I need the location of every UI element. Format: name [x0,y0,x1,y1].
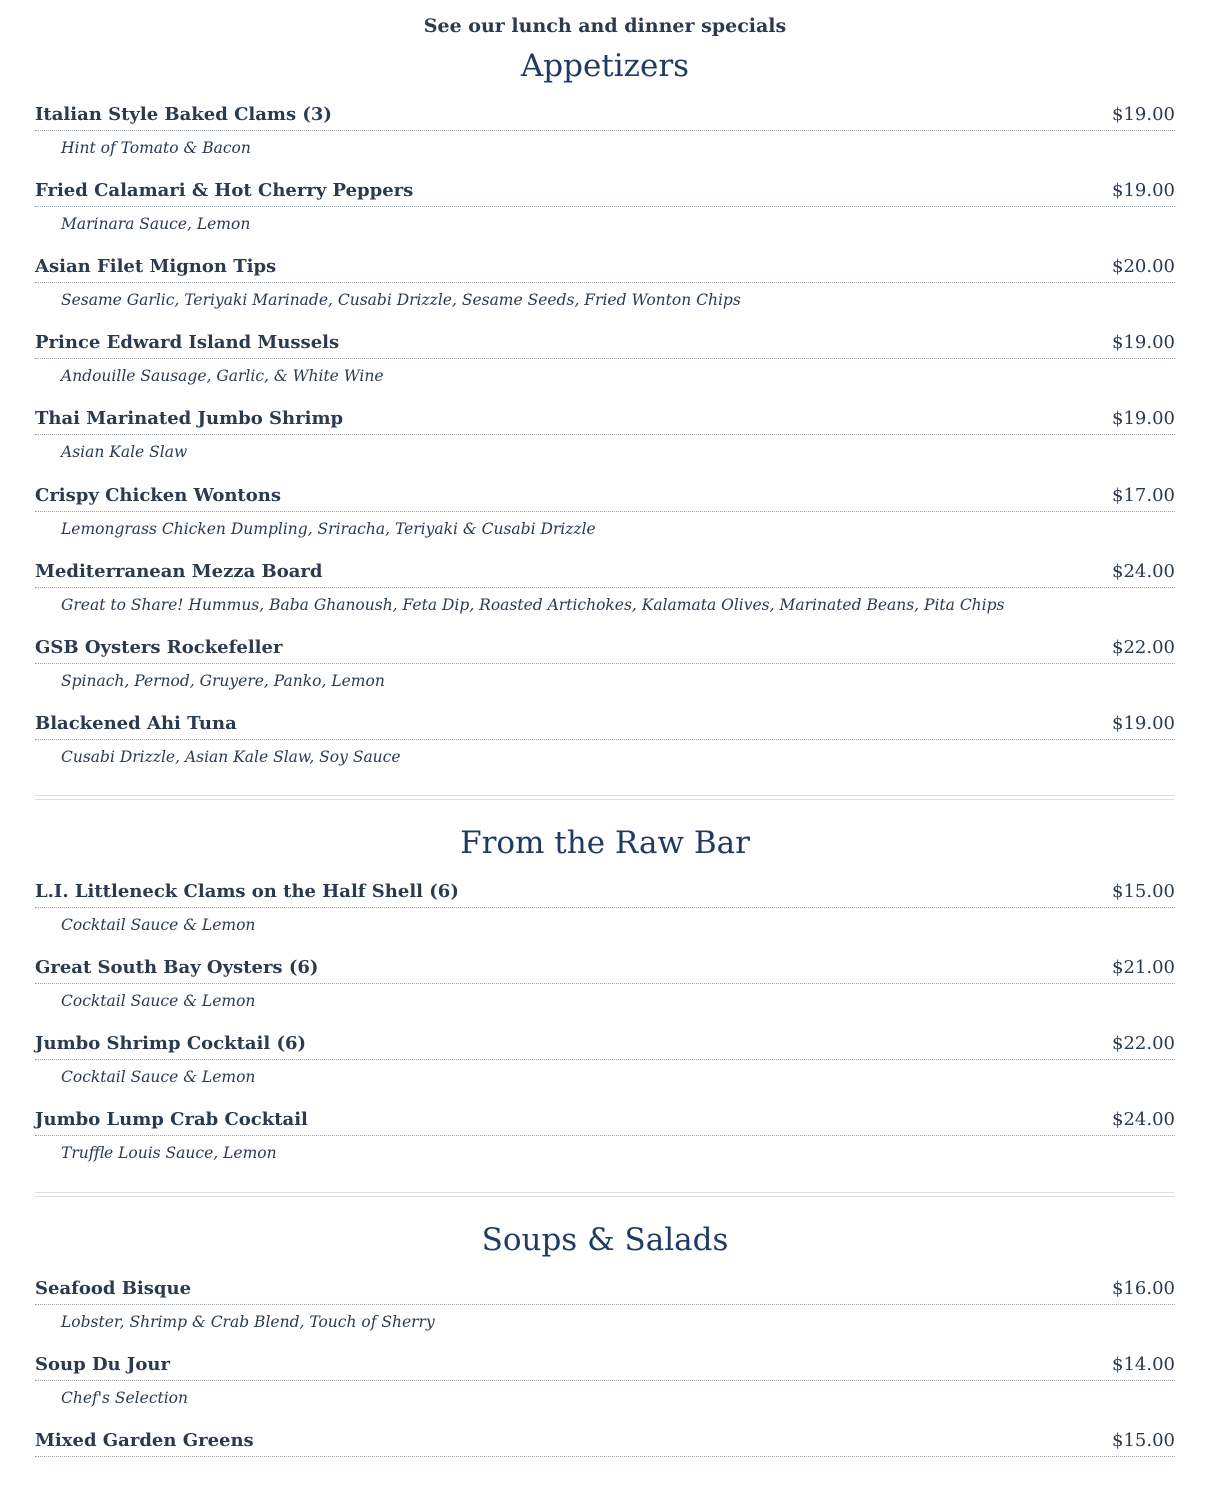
menu-item-description: Asian Kale Slaw [61,443,188,461]
menu-item-name: Asian Filet Mignon Tips [35,256,277,277]
menu-item-price: $19.00 [1112,332,1175,353]
menu-item-row [35,1029,1175,1060]
menu-item-row [35,1350,1175,1381]
menu-item [35,877,1175,953]
menu-item-name: Seafood Bisque [35,1278,192,1299]
menu-item-name: Thai Marinated Jumbo Shrimp [35,408,344,429]
menu-item-description: Marinara Sauce, Lemon [61,215,251,233]
menu-item-row [35,100,1175,131]
menu-item-row [35,953,1175,984]
menu-item-price: $24.00 [1112,1109,1175,1130]
menu-item-description: Cocktail Sauce & Lemon [61,992,256,1010]
menu-item-name: Great South Bay Oysters (6) [35,957,319,978]
menu-item-price: $22.00 [1112,637,1175,658]
section-divider [35,1192,1175,1197]
menu-item-price: $19.00 [1112,180,1175,201]
menu-item-description: Chef's Selection [61,1389,188,1407]
menu-item-row [35,709,1175,740]
menu-item [35,100,1175,176]
menu-item-price: $19.00 [1112,408,1175,429]
menu-item-price: $20.00 [1112,256,1175,277]
menu-item-description: Cusabi Drizzle, Asian Kale Slaw, Soy Sauce [61,748,401,766]
menu-item-row [35,557,1175,588]
menu-item-description: Cocktail Sauce & Lemon [61,916,256,934]
menu-item-row [35,252,1175,283]
menu-item-row [35,877,1175,908]
menu-item-description: Lemongrass Chicken Dumpling, Sriracha, Teriyaki & Cusabi Drizzle [61,520,596,538]
menu-item-description: Sesame Garlic, Teriyaki Marinade, Cusabi Drizzle, Sesame Seeds, Fried Wonton Chips [61,291,741,309]
specials-link[interactable]: See our lunch and dinner specials [423,15,787,37]
menu-item-row [35,176,1175,207]
menu-item-row [35,481,1175,512]
menu-item-name: Soup Du Jour [35,1354,170,1375]
menu-item-price: $19.00 [1112,713,1175,734]
menu-item-price: $24.00 [1112,561,1175,582]
menu-item-name: GSB Oysters Rockefeller [35,637,283,658]
menu-item [35,633,1175,709]
section-divider [35,795,1175,800]
menu-item-name: Blackened Ahi Tuna [35,713,237,734]
section-title-appetizers: Appetizers [520,48,690,84]
menu-item-description: Lobster, Shrimp & Crab Blend, Touch of Sherry [61,1313,435,1331]
menu-item [35,953,1175,1029]
menu-item [35,252,1175,328]
menu-item-price: $15.00 [1112,881,1175,902]
menu-item-price: $21.00 [1112,957,1175,978]
menu-item-name: L.I. Littleneck Clams on the Half Shell (6) [35,881,459,902]
menu-item-description: Andouille Sausage, Garlic, & White Wine [61,367,384,385]
menu-item [35,481,1175,557]
menu-item-description: Truffle Louis Sauce, Lemon [61,1144,277,1162]
menu-item-description: Great to Share! Hummus, Baba Ghanoush, Feta Dip, Roasted Artichokes, Kalamata Olives, Marinated Beans, Pita Chips [61,596,1005,614]
menu-item-price: $19.00 [1112,104,1175,125]
menu-item [35,1105,1175,1181]
menu-item [35,1426,1175,1502]
menu-item-row [35,404,1175,435]
menu-item [35,328,1175,404]
menu-item-description: Hint of Tomato & Bacon [61,139,251,157]
menu-item [35,709,1175,785]
menu-item-price: $22.00 [1112,1033,1175,1054]
menu-item-row [35,633,1175,664]
menu-item [35,404,1175,480]
menu-item [35,1274,1175,1350]
menu-item-price: $17.00 [1112,485,1175,506]
menu-item-description: Spinach, Pernod, Gruyere, Panko, Lemon [61,672,385,690]
menu-item-name: Jumbo Lump Crab Cocktail [35,1109,308,1130]
menu-item [35,176,1175,252]
menu-item-row [35,328,1175,359]
menu-item [35,1029,1175,1105]
menu-item-row [35,1274,1175,1305]
menu-item-price: $15.00 [1112,1430,1175,1451]
menu-item-row [35,1105,1175,1136]
section-title-from-the-raw-bar: From the Raw Bar [460,825,750,861]
menu-item [35,557,1175,633]
menu-item [35,1350,1175,1426]
menu-item-name: Jumbo Shrimp Cocktail (6) [35,1033,307,1054]
menu-item-description: Cocktail Sauce & Lemon [61,1068,256,1086]
menu-item-row [35,1426,1175,1457]
section-title-soups-salads: Soups & Salads [481,1222,729,1258]
menu-item-name: Mixed Garden Greens [35,1430,254,1451]
menu-item-name: Mediterranean Mezza Board [35,561,323,582]
menu-item-name: Fried Calamari & Hot Cherry Peppers [35,180,414,201]
menu-item-name: Crispy Chicken Wontons [35,485,281,506]
menu-item-name: Italian Style Baked Clams (3) [35,104,332,125]
menu-item-price: $16.00 [1112,1278,1175,1299]
menu-item-price: $14.00 [1112,1354,1175,1375]
menu-item-name: Prince Edward Island Mussels [35,332,340,353]
